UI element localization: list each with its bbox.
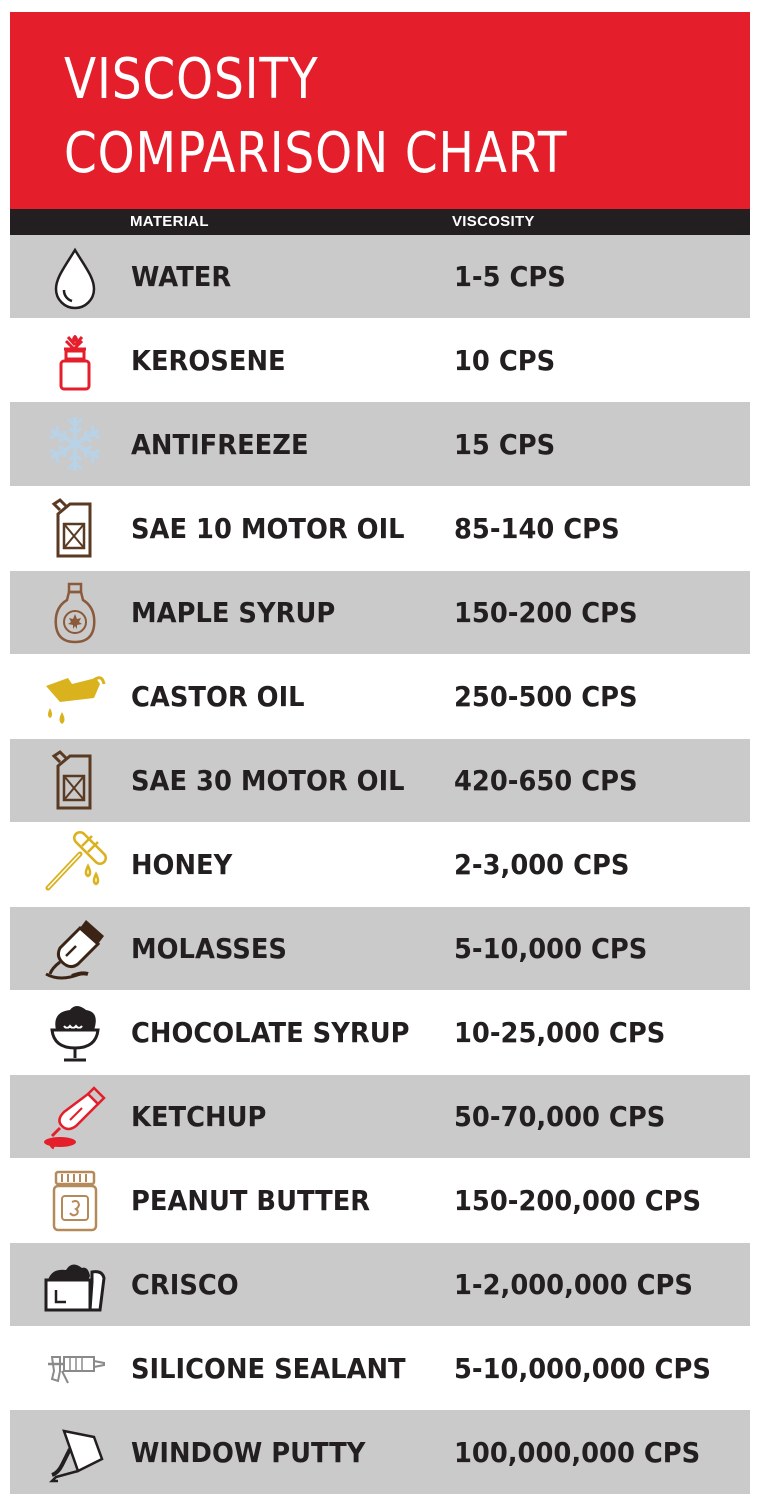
table-body: [10, 235, 750, 1494]
water-drop-icon: [40, 242, 110, 312]
table-row: [10, 486, 750, 571]
material-name: WINDOW PUTTY: [131, 1435, 366, 1469]
table-row: [10, 654, 750, 739]
material-name: CASTOR OIL: [131, 680, 305, 713]
viscosity-value: 85-140 CPS: [454, 512, 620, 545]
table-row: [10, 1326, 750, 1410]
column-header-bar: [10, 209, 750, 235]
molasses-bottle-icon: [40, 914, 110, 984]
material-name: SAE 10 MOTOR OIL: [131, 512, 405, 545]
maple-syrup-bottle-icon: [40, 578, 110, 648]
material-name: WATER: [131, 260, 232, 293]
viscosity-value: 15 CPS: [454, 427, 556, 461]
viscosity-value: 50-70,000 CPS: [454, 1100, 666, 1133]
table-row: [10, 990, 750, 1075]
oil-canister-icon: [40, 746, 110, 816]
viscosity-value: 420-650 CPS: [454, 764, 638, 797]
material-name: MOLASSES: [131, 932, 287, 965]
material-name: ANTIFREEZE: [131, 427, 309, 461]
sundae-icon: [40, 998, 110, 1068]
oil-can-icon: [40, 662, 110, 732]
chart-title-line-1: VISCOSITY: [64, 47, 319, 112]
viscosity-value: 1-5 CPS: [454, 260, 566, 293]
viscosity-value: 1-2,000,000 CPS: [454, 1268, 693, 1301]
material-name: KETCHUP: [131, 1100, 267, 1133]
ketchup-bottle-icon: [40, 1082, 110, 1152]
viscosity-value: 150-200,000 CPS: [454, 1184, 702, 1217]
material-name: PEANUT BUTTER: [131, 1184, 371, 1217]
table-row: [10, 1243, 750, 1326]
material-name: CRISCO: [131, 1268, 239, 1301]
table-row: [10, 1158, 750, 1243]
viscosity-value: 5-10,000 CPS: [454, 932, 648, 965]
material-name: SAE 30 MOTOR OIL: [131, 764, 405, 797]
chart-title-line-2: COMPARISON CHART: [64, 121, 568, 186]
table-row: [10, 1410, 750, 1494]
table-row: [10, 571, 750, 654]
camp-stove-icon: [40, 325, 110, 395]
honey-dipper-icon: [40, 830, 110, 900]
table-row: [10, 907, 750, 990]
viscosity-value: 10 CPS: [454, 343, 556, 377]
viscosity-chart-card: [10, 12, 750, 1494]
table-row: [10, 318, 750, 402]
material-name: CHOCOLATE SYRUP: [131, 1016, 410, 1049]
material-name: HONEY: [131, 848, 233, 881]
table-row: [10, 235, 750, 318]
material-name: SILICONE SEALANT: [131, 1351, 406, 1385]
material-name: KEROSENE: [131, 343, 286, 377]
viscosity-value: 150-200 CPS: [454, 596, 638, 629]
title-banner: [10, 12, 750, 209]
viscosity-value: 2-3,000 CPS: [454, 848, 630, 881]
shortening-tub-icon: [40, 1250, 110, 1320]
table-row: [10, 739, 750, 822]
viscosity-value: 10-25,000 CPS: [454, 1016, 666, 1049]
caulk-gun-icon: [40, 1333, 110, 1403]
column-header-viscosity: VISCOSITY: [452, 213, 535, 230]
snowflake-icon: [40, 409, 110, 479]
column-header-material: MATERIAL: [130, 213, 209, 230]
table-row: [10, 1075, 750, 1158]
table-row: [10, 402, 750, 486]
viscosity-value: 5-10,000,000 CPS: [454, 1351, 711, 1385]
putty-knife-icon: [40, 1417, 110, 1487]
peanut-butter-jar-icon: [40, 1166, 110, 1236]
viscosity-value: 250-500 CPS: [454, 680, 638, 713]
oil-canister-icon: [40, 494, 110, 564]
viscosity-value: 100,000,000 CPS: [454, 1435, 701, 1469]
table-row: [10, 822, 750, 907]
material-name: MAPLE SYRUP: [131, 596, 336, 629]
